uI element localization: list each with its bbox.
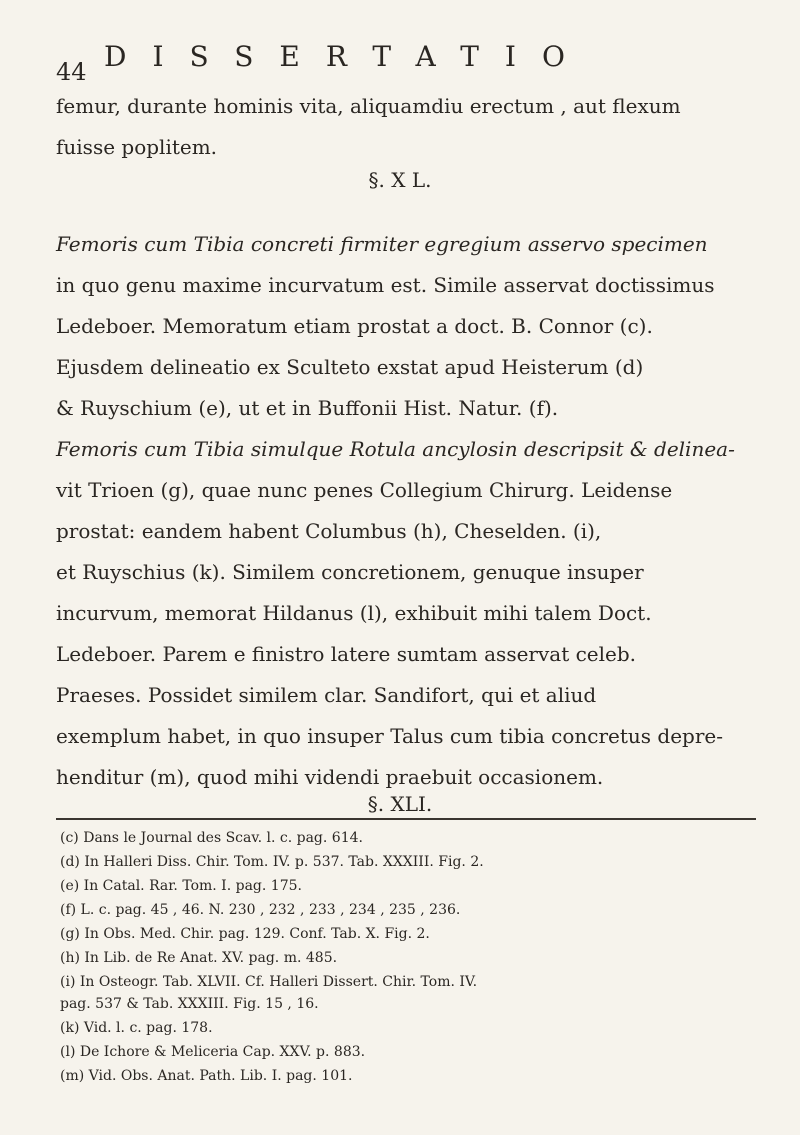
text-line: incurvum, memorat Hildanus (l), exhibuit mihi talem Doct. <box>56 601 652 625</box>
text-line: et Ruyschius (k). Similem concretionem, genuque insuper <box>56 560 644 584</box>
footnote-divider <box>56 818 756 820</box>
text-line: Femoris cum Tibia concreti firmiter egregium asservo specimen <box>56 232 708 256</box>
page-number: 44 <box>56 58 87 86</box>
text-line: Ledeboer. Parem e finistro latere sumtam asservat celeb. <box>56 642 637 666</box>
footnote: (m) Vid. Obs. Anat. Path. Lib. I. pag. 101. <box>60 1068 353 1084</box>
running-header: DISSERTATIO <box>104 40 591 73</box>
footnote: (i) In Osteogr. Tab. XLVII. Cf. Halleri Dissert. Chir. Tom. IV. <box>60 974 478 990</box>
section-heading: §. X L. <box>368 168 432 192</box>
footnote: (e) In Catal. Rar. Tom. I. pag. 175. <box>60 878 302 894</box>
section-heading: §. XLI. <box>367 792 433 816</box>
footnote: (c) Dans le Journal des Scav. l. c. pag. 614. <box>60 830 363 846</box>
text-line: in quo genu maxime incurvatum est. Simile asservat doctissimus <box>56 273 715 297</box>
text-line: exemplum habet, in quo insuper Talus cum tibia concretus depre- <box>56 724 723 748</box>
footnote: (f) L. c. pag. 45 , 46. N. 230 , 232 , 233 , 234 , 235 , 236. <box>60 902 461 918</box>
text-line: Ledeboer. Memoratum etiam prostat a doct. B. Connor (c). <box>56 314 653 338</box>
footnote: (k) Vid. l. c. pag. 178. <box>60 1020 213 1036</box>
text-line: Ejusdem delineatio ex Sculteto exstat apud Heisterum (d) <box>56 355 644 379</box>
footnote: (g) In Obs. Med. Chir. pag. 129. Conf. Tab. X. Fig. 2. <box>60 926 430 942</box>
text-line: Praeses. Possidet similem clar. Sandifort, qui et aliud <box>56 683 597 707</box>
footnote: pag. 537 & Tab. XXXIII. Fig. 15 , 16. <box>60 996 319 1012</box>
text-line: fuisse poplitem. <box>56 135 218 159</box>
footnote: (d) In Halleri Diss. Chir. Tom. IV. p. 537. Tab. XXXIII. Fig. 2. <box>60 854 484 870</box>
footnote: (l) De Ichore & Meliceria Cap. XXV. p. 883. <box>60 1044 366 1060</box>
text-line: Femoris cum Tibia simulque Rotula ancylosin descripsit & delinea- <box>56 437 735 461</box>
footnote: (h) In Lib. de Re Anat. XV. pag. m. 485. <box>60 950 338 966</box>
text-line: vit Trioen (g), quae nunc penes Collegium Chirurg. Leidense <box>56 478 673 502</box>
text-line: prostat: eandem habent Columbus (h), Cheselden. (i), <box>56 519 602 543</box>
text-line: henditur (m), quod mihi videndi praebuit occasionem. <box>56 765 604 789</box>
text-line: femur, durante hominis vita, aliquamdiu erectum , aut flexum <box>56 94 681 118</box>
text-line: & Ruyschium (e), ut et in Buffonii Hist. Natur. (f). <box>56 396 559 420</box>
